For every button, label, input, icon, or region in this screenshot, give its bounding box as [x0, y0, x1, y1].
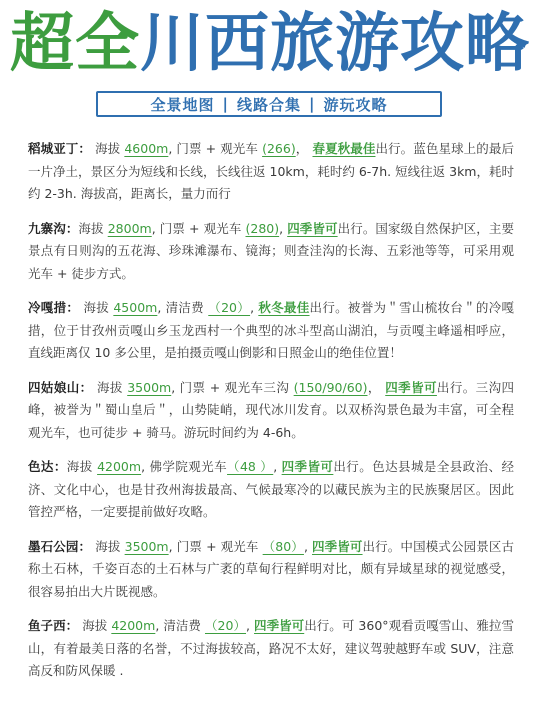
attraction-list — [28, 138, 514, 683]
altitude-value: 3500m — [127, 379, 172, 395]
attraction-name: 冷嘎措： — [28, 300, 80, 315]
attraction-jiuzhaigou — [28, 218, 514, 286]
season-value: 四季皆可 — [254, 618, 305, 633]
season-value: 秋冬最佳 — [258, 300, 310, 315]
attraction-text: 海拔 — [78, 618, 112, 633]
attraction-seda — [28, 456, 514, 524]
attraction-text: , 清洁费 — [157, 300, 209, 315]
price-value: (150/90/60) — [293, 379, 368, 395]
attraction-text: 海拔 — [78, 220, 108, 236]
price-value: （20） — [208, 300, 251, 315]
attraction-text: ， — [295, 141, 313, 156]
attraction-name: 墨石公园： — [28, 538, 92, 554]
subtitle-item-guide: 游玩攻略 — [323, 95, 388, 114]
subtitle-separator: | — [309, 95, 316, 113]
attraction-description: 出行。国家级自然保护区，主要景点有日则沟的五花海、珍珠滩瀑布、镜海；则查洼沟的长海、五彩池等等，可采用观光车 + 徒步方式。 — [28, 220, 514, 281]
season-value: 四季皆可 — [287, 220, 338, 236]
season-value: 四季皆可 — [281, 459, 334, 474]
season-value: 春夏秋最佳 — [312, 141, 376, 156]
subtitle-item-map: 全景地图 — [150, 95, 215, 114]
attraction-description: 出行。被誉为＂雪山梳妆台＂的冷嘎措，位于甘孜州贡嘎山乡玉龙西村一个典型的冰斗型高山湖泊，与贡嘎主峰遥相呼应，直线距离仅 10 多公里，是拍摄贡嘎山倒影和日照金山的绝佳位置！ — [28, 300, 514, 360]
attraction-text: 海拔 — [66, 459, 98, 474]
season-value: 四季皆可 — [312, 538, 363, 554]
altitude-value: 4200m — [111, 618, 156, 633]
title-green: 超全 — [10, 7, 140, 81]
attraction-text: , 门票 + 观光车三沟 — [171, 379, 294, 395]
season-value: 四季皆可 — [385, 379, 437, 395]
price-value: (280) — [245, 220, 280, 236]
price-value: （20） — [204, 618, 247, 633]
page-title — [0, 8, 540, 80]
attraction-description: 出行。可 360°观看贡嘎雪山、雅拉雪山，有着最美日落的名誉，不过海拔较高，路况不太好，建议驾驶越野车或 SUV，注意高反和防风保暖 . — [28, 618, 514, 678]
attraction-text: , — [250, 300, 259, 315]
attraction-name: 九寨沟： — [28, 220, 79, 236]
attraction-name: 四姑娘山： — [28, 379, 93, 395]
attraction-name: 鱼子西： — [28, 618, 79, 633]
attraction-description: 出行。中国模式公园景区古称土石林，千姿百态的土石林与广袤的草甸行程鲜明对比，颇有异域星球的视觉感受，很容易拍出大片既视感。 — [28, 538, 514, 599]
subtitle-separator: | — [222, 95, 229, 113]
attraction-description: 出行。色达县城是全县政治、经济、文化中心，也是甘孜州海拔最高、气候最寒冷的以藏民族为主的民族聚居区。因此管控严格，一定要提前做好攻略。 — [28, 459, 514, 519]
altitude-value: 4200m — [97, 459, 142, 474]
price-value: （48 ） — [227, 459, 274, 474]
attraction-text: , — [303, 538, 313, 554]
attraction-description: 出行。三沟四峰，被誉为＂蜀山皇后＂，山势陡峭，现代冰川发育。以双桥沟景色最为丰富，可全程观光车，也可徒步 + 骑马。游玩时间约为 4-6h。 — [28, 379, 514, 440]
attraction-name: 稻城亚丁： — [28, 141, 91, 156]
attraction-text: 海拔 — [91, 538, 125, 554]
attraction-name: 色达： — [28, 459, 67, 474]
attraction-text: 海拔 — [92, 379, 128, 395]
subtitle-bar — [96, 91, 442, 117]
attraction-lenggacuo — [28, 297, 514, 365]
attraction-moshi-park — [28, 536, 514, 604]
attraction-siguniangshan — [28, 377, 514, 445]
attraction-text: 海拔 — [91, 141, 125, 156]
subtitle-item-routes: 线路合集 — [236, 95, 301, 114]
attraction-daocheng — [28, 138, 514, 206]
attraction-text: , — [279, 220, 288, 236]
price-value: (266) — [262, 141, 296, 156]
attraction-text: , 门票 + 观光车 — [151, 220, 246, 236]
attraction-text: 海拔 — [79, 300, 114, 315]
attraction-text: , 清洁费 — [155, 618, 205, 633]
attraction-text: , — [246, 618, 255, 633]
title-blue: 川西旅游攻略 — [140, 7, 530, 81]
altitude-value: 3500m — [124, 538, 169, 554]
attraction-text: , 佛学院观光车 — [141, 459, 228, 474]
attraction-text: , 门票 + 观光车 — [168, 538, 263, 554]
attraction-text: , — [273, 459, 282, 474]
price-value: （80） — [262, 538, 304, 554]
altitude-value: 4500m — [113, 300, 158, 315]
attraction-description: 出行。蓝色星球上的最后一片净土，景区分为短线和长线，长线往返 10km，耗时约 6-7h. 短线往返 3km，耗时约 2-3h. 海拔高，距离长，量力而行 — [28, 141, 514, 201]
altitude-value: 4600m — [124, 141, 169, 156]
attraction-text: , 门票 + 观光车 — [168, 141, 263, 156]
attraction-yuzixi — [28, 615, 514, 683]
altitude-value: 2800m — [107, 220, 152, 236]
attraction-text: ， — [367, 379, 386, 395]
